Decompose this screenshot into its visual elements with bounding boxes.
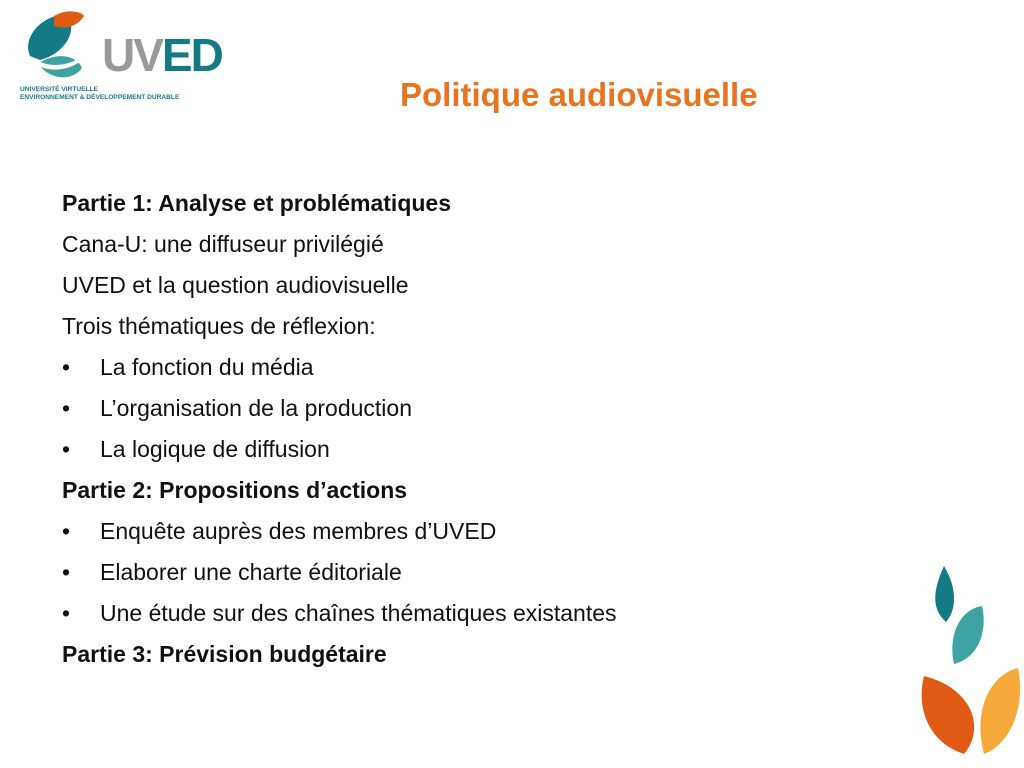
- bullet-item: [62, 388, 882, 429]
- bullet-icon: •: [62, 600, 71, 626]
- bullet-icon: •: [62, 518, 71, 544]
- bullet-item: [62, 429, 882, 470]
- item-text: La logique de diffusion: [100, 436, 330, 462]
- bullet-icon: •: [62, 436, 71, 462]
- logo-subtitle-line1: UNIVERSITÉ VIRTUELLE: [20, 86, 99, 93]
- item-text: L’organisation de la production: [100, 395, 413, 421]
- bullet-item: [62, 593, 882, 634]
- section-heading: [62, 183, 882, 224]
- logo-subtitle-line2: ENVIRONNEMENT & DÉVELOPPEMENT DURABLE: [20, 93, 180, 101]
- section-heading: [62, 634, 882, 675]
- item-text: Enquête auprès des membres d’UVED: [100, 518, 497, 544]
- bullet-icon: •: [62, 559, 71, 585]
- item-text: Trois thématiques de réflexion:: [62, 313, 376, 339]
- bullet-item: [62, 552, 882, 593]
- item-text: Partie 2: Propositions d’actions: [62, 477, 408, 503]
- logo-word-uv: UV: [102, 29, 162, 81]
- bullet-icon: •: [62, 354, 71, 380]
- item-text: Une étude sur des chaînes thématiques existantes: [100, 600, 617, 626]
- logo-word-ed: ED: [161, 29, 222, 81]
- text-line: [62, 224, 882, 265]
- decorative-leaves-icon: [914, 558, 1024, 768]
- item-text: Partie 1: Analyse et problématiques: [62, 190, 452, 216]
- logo-wordmark: [102, 29, 222, 81]
- section-heading: [62, 470, 882, 511]
- slide-title: Politique audiovisuelle: [400, 76, 758, 113]
- item-text: Partie 3: Prévision budgétaire: [62, 641, 387, 667]
- uved-logo: [20, 10, 225, 105]
- slide-content-list: [62, 183, 882, 675]
- text-line: [62, 306, 882, 347]
- bullet-icon: •: [62, 395, 71, 421]
- item-text: Cana-U: une diffuseur privilégié: [62, 231, 384, 257]
- leaf-logo-icon: [20, 10, 102, 86]
- text-line: [62, 265, 882, 306]
- bullet-item: [62, 511, 882, 552]
- logo-subtitle: [20, 86, 225, 101]
- item-text: Elaborer une charte éditoriale: [100, 559, 402, 585]
- bullet-item: [62, 347, 882, 388]
- item-text: La fonction du média: [100, 354, 314, 380]
- item-text: UVED et la question audiovisuelle: [62, 272, 409, 298]
